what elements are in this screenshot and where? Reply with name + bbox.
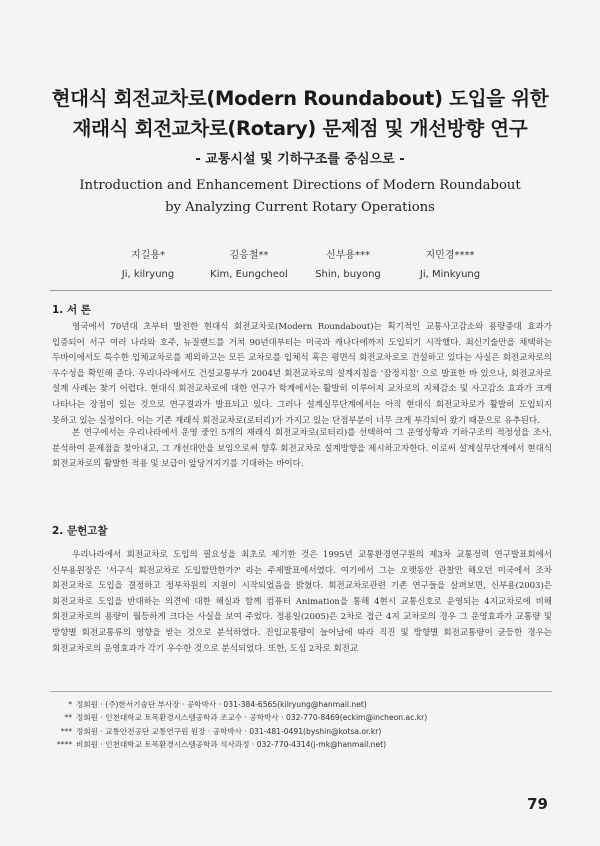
section-heading-introduction: 1. 서 론 xyxy=(52,304,91,316)
page-number: 79 xyxy=(527,795,548,813)
paragraph: 우리나라에서 회전교차로 도입의 필요성을 최초로 제기한 것은 1995년 교통환경연구원의 제3차 교통정력 연구발표회에서 신부용원장은 '서구식 회전교차로 도입할만한가?' 라는 주제발표에서였다. 여기에서 그는 오랫동안 관찰만 해오던 미국에서 조차 회전교차로 도입을 결정하고 정부차원의 지원이 시작되었음을 밝혔다. 회전교차로관련 기존 연구들을 살펴보면, 신부용(2003)은 회전교차로 도입을 반대하는 의견에 대한 해실과 함께 컴퓨터 Animation을 통해 4현시 교통신호로 운영되는 4지교차로에 비해 회전교차로의 용량이 월등하게 크다는 사실을 보여 주었다. 정용일(2005)은 2차로 접근 4지 교차로의 경우 그 운영효과가 교통량 및 방향별 회전교통류의 영향을 받는 것으로 분석하였다. 진입교통량이 늘어남에 따라 직진 및 방향별 회전교통량이 균등한 경우는 회전교차로의 운영효과가 각기 우수한 것으로 분석되었다. 또한, 도심 2차로 회전교 xyxy=(52,550,552,654)
footnote-mark: * xyxy=(68,700,72,709)
author-english-name: Ji, kilryung xyxy=(121,269,175,280)
author-name: 지길용* xyxy=(131,250,165,261)
title-korean-line1: 현대식 회전교차로(Modern Roundabout) 도입을 위한 xyxy=(51,87,549,110)
footnote-text: 정회원 · (주)한서기술단 부사장 · 공학박사 · 031-384-6565(kilryung@hanmail.net) xyxy=(76,700,367,709)
author-name: 지민경**** xyxy=(425,250,475,261)
author-english-name: Shin, buyong xyxy=(315,269,381,280)
footnote-divider xyxy=(50,691,552,692)
author-4 xyxy=(390,246,510,284)
footnote xyxy=(54,698,554,711)
footnote-mark: *** xyxy=(60,726,72,736)
title-english-line2: by Analyzing Current Rotary Operations xyxy=(165,200,435,215)
subtitle-korean: - 교통시설 및 기하구조를 중심으로 - xyxy=(195,152,405,167)
footnote-text: 비회원 · 인천대학교 토목환경시스템공학과 석사과정 · 032-770-4314(j-mk@hanmail.net) xyxy=(76,739,387,749)
footnotes xyxy=(54,698,554,751)
footnote xyxy=(54,738,554,751)
author-english-name: Ji, Minkyung xyxy=(419,269,481,280)
section-heading-literature-review: 2. 문헌고찰 xyxy=(52,525,108,537)
footnote-text: 정회원 · 교통안전공단 교통연구원 원장 · 공학박사 · 031-481-0491(byshin@kotsa.or.kr) xyxy=(76,726,382,736)
paragraph: 영국에서 70년대 초부터 발전한 현대식 회전교차로(Modern Roundabout)는 획기적인 교통사고감소와 용량증대 효과가 입증되어 서구 여러 나라와 호주, 뉴질랜드를 거쳐 90년대부터는 미국과 캐나다에까지 도입되기 시작했다. 최신기술만을 채택하는 두바이에서도 특수한 입체교차로를 제외하고는 모든 교차로를 입체식 혹은 평면식 회전교차로로 건설하고 있다는 사실은 회전교차로의 우수성을 확인해 준다. 우리나라에서도 건설교통부가 2004년 회전교차로의 설계지침을 '잠정지침' 으로 발표한 바 있으나, 회전교차로 설계 사례는 찾기 어렵다. 현대식 회전교차로에 대한 연구가 학계에서는 활발히 이루어져 교차로의 지체감소 및 사고감소 효과가 크게 나타나는 장점이 있는 것으로 연구결과가 발표되고 있다. 그러나 설계실무단계에서는 아직 현대식 회전교차로가 활발히 도입되지 못하고 있는 실정이다. 이는 기존 재래식 회전교차로(로터리)가 가지고 있는 단점부분이 너무 크게 부각되어 왔기 때문으로 유추된다. xyxy=(52,322,552,426)
author-name: 신부용*** xyxy=(326,250,370,261)
footnote-mark: ** xyxy=(64,713,72,723)
title-korean-line2: 재래식 회전교차로(Rotary) 문제점 및 개선방향 연구 xyxy=(72,117,528,140)
footnote xyxy=(54,725,554,738)
divider xyxy=(50,290,552,291)
footnote-mark: **** xyxy=(56,739,72,749)
title-english-line1: Introduction and Enhancement Directions of Modern Roundabout xyxy=(79,178,521,193)
author-english-name: Kim, Eungcheol xyxy=(210,269,288,280)
footnote xyxy=(54,711,554,724)
author-name: 김응철** xyxy=(229,250,269,261)
footnote-text: 정회원 · 인천대학교 토목환경시스템공학과 조교수 · 공학박사 · 032-770-8469(eckim@incheon.ac.kr) xyxy=(76,713,428,723)
paragraph: 본 연구에서는 우리나라에서 운영 중인 5개의 재래식 회전교차로(로터리)를 선택하여 그 운영상황과 기하구조의 적정성을 조사, 분석하여 문제점을 찾아내고, 그 개선대안을 보임으로써 향후 회전교차로 설계방향을 제시하고자한다. 이로써 설계실무단계에서 현대식 회전교차로의 활발한 적용 및 보급이 앞당겨지기를 기대하는 바이다. xyxy=(52,428,552,470)
